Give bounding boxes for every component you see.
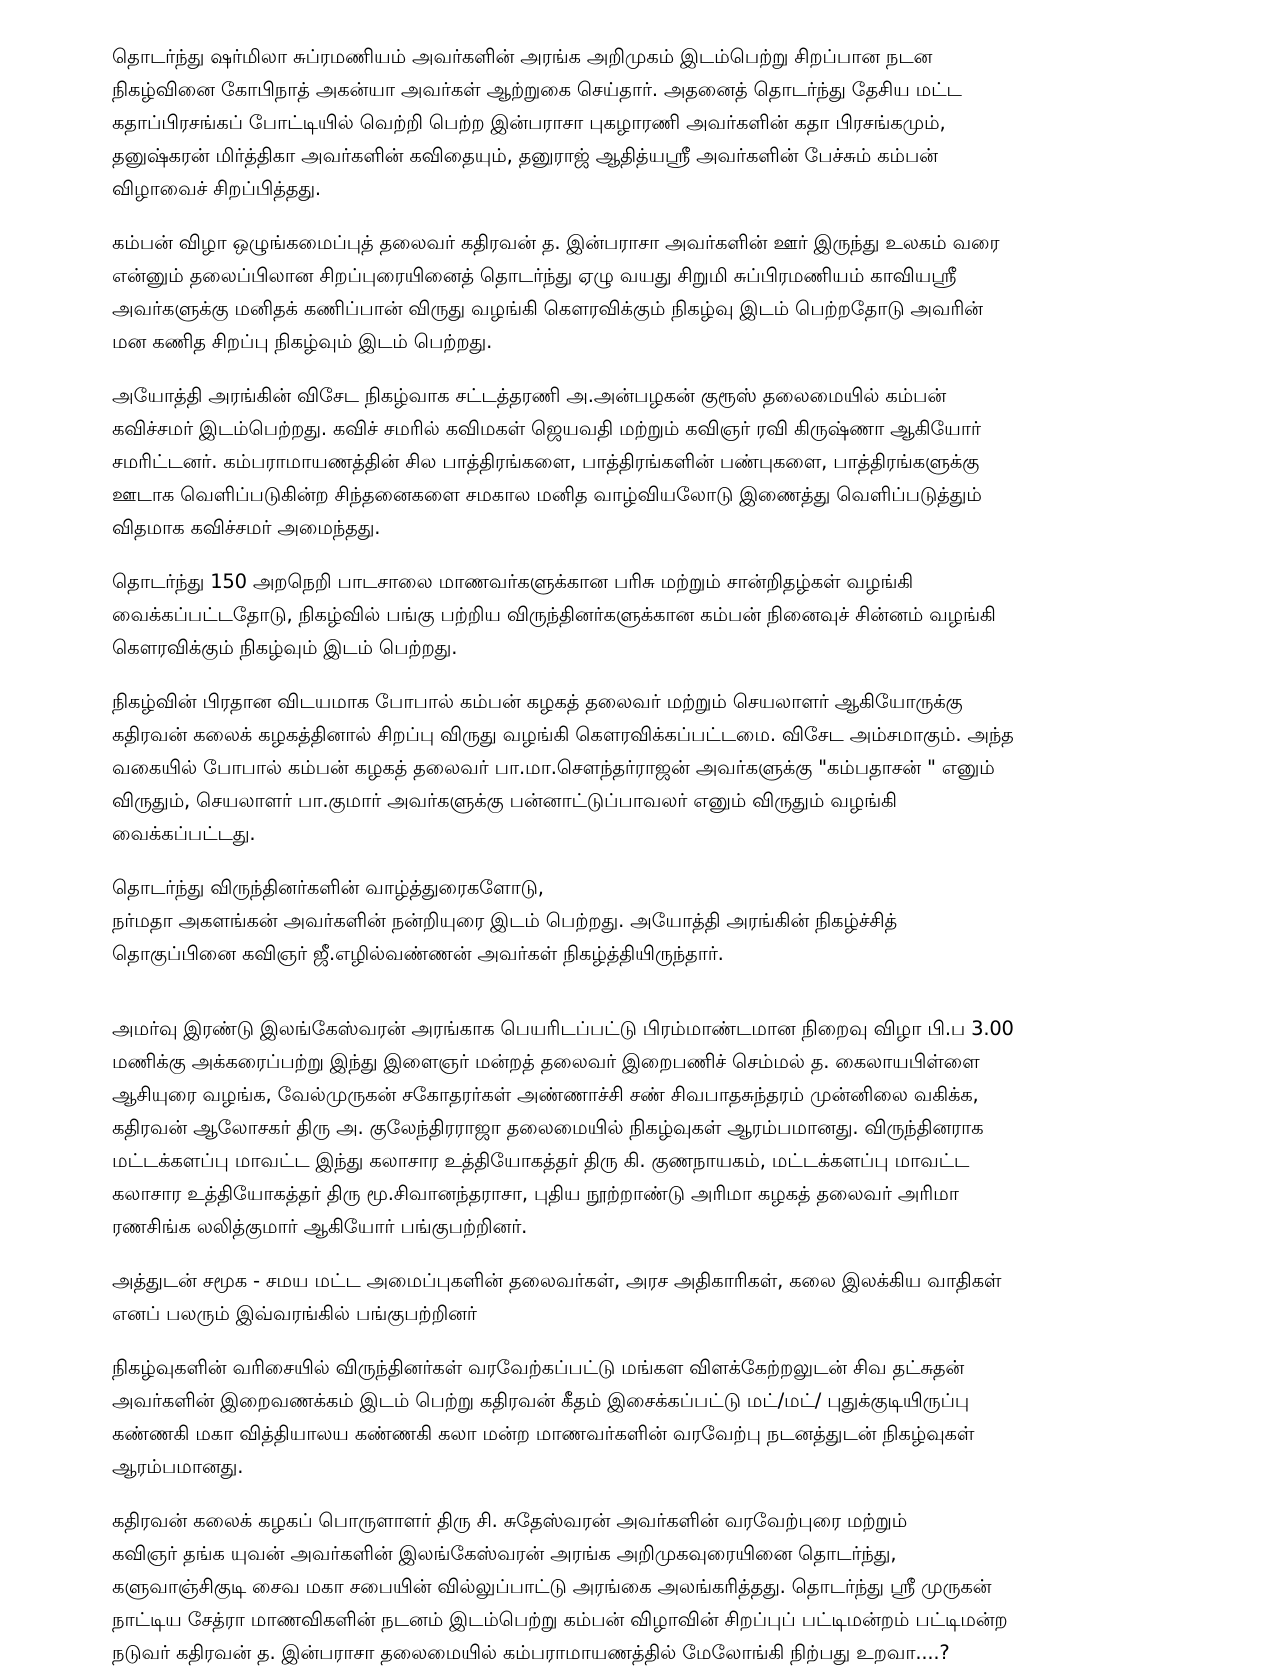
text-line: விருதும், செயலாளர் பா.குமார் அவர்களுக்கு பன்னாட்டுப்பாவலர் எனும் விருதும் வழங்கி [112,789,897,812]
paragraph [112,1012,1165,1243]
text-line: விதமாக கவிச்சமர் அமைந்தது. [112,516,381,539]
text-line: கம்பன் விழா ஒழுங்கமைப்புத் தலைவர் கதிரவன் த. இன்பராசா அவர்களின் ஊர் இருந்து உலகம் வரை [112,231,1000,254]
paragraph [112,379,1165,544]
text-line: அயோத்தி அரங்கின் விசேட நிகழ்வாக சட்டத்தரணி அ.அன்பழகன் குரூஸ் தலைமையில் கம்பன் [112,384,947,407]
text-line: நடுவர் கதிரவன் த. இன்பராசா தலைமையில் கம்பராமாயணத்தில் மேலோங்கி நிற்பது உறவா....? [112,1641,950,1664]
text-line: அத்துடன் சமூக - சமய மட்ட அமைப்புகளின் தலைவர்கள், அரச அதிகாரிகள், கலை இலக்கிய வாதிகள் [112,1269,1002,1292]
text-line: கவிச்சமர் இடம்பெற்றது. கவிச் சமரில் கவிமகள் ஜெயவதி மற்றும் கவிஞர் ரவி கிருஷ்ணா ஆகியோர் [112,417,981,440]
paragraph [112,871,1165,970]
text-line: கௌரவிக்கும் நிகழ்வும் இடம் பெற்றது. [112,636,458,659]
text-line: நிகழ்வினை கோபிநாத் அகன்யா அவர்கள் ஆற்றுகை செய்தார். அதனைத் தொடர்ந்து தேசிய மட்ட [112,78,962,101]
paragraph [112,1504,1165,1669]
text-line: கண்ணகி மகா வித்தியாலய கண்ணகி கலா மன்ற மாணவர்களின் வரவேற்பு நடனத்துடன் நிகழ்வுகள் [112,1422,975,1445]
text-line: கதிரவன் ஆலோசகர் திரு அ. குலேந்திரராஜா தலைமையில் நிகழ்வுகள் ஆரம்பமானது. விருந்தினராக [112,1116,984,1139]
text-line: மட்டக்களப்பு மாவட்ட இந்து கலாசார உத்தியோகத்தர் திரு கி. குணநாயகம், மட்டக்களப்பு மாவட்ட [112,1149,970,1172]
text-line: எனப் பலரும் இவ்வரங்கில் பங்குபற்றினர் [112,1302,477,1325]
text-line: மணிக்கு அக்கரைப்பற்று இந்து இளைஞர் மன்றத் தலைவர் இறைபணிச் செம்மல் த. கைலாயபிள்ளை [112,1050,980,1073]
text-line: கதாப்பிரசங்கப் போட்டியில் வெற்றி பெற்ற இன்பராசா புகழாரணி அவர்களின் கதா பிரசங்கமும், [112,111,946,134]
text-line: ரணசிங்க லலித்குமார் ஆகியோர் பங்குபற்றினர். [112,1215,528,1238]
text-line: தனுஷ்கரன் மிர்த்திகா அவர்களின் கவிதையும், தனுராஜ் ஆதித்யஸ்ரீ அவர்களின் பேச்சும் கம்பன் [112,144,938,167]
text-line: தொடர்ந்து விருந்தினர்களின் வாழ்த்துரைகளோடு, [112,876,544,899]
text-line: கலாசார உத்தியோகத்தர் திரு மூ.சிவானந்தராசா, புதிய நூற்றாண்டு அரிமா கழகத் தலைவர் அரிமா [112,1182,959,1205]
text-line: கதிரவன் கலைக் கழகத்தினால் சிறப்பு விருது வழங்கி கௌரவிக்கப்பட்டமை. விசேட அம்சமாகும். அந்த [112,723,1014,746]
text-line: களுவாஞ்சிகுடி சைவ மகா சபையின் வில்லுப்பாட்டு அரங்கை அலங்கரித்தது. தொடர்ந்து ஸ்ரீ முருகன் [112,1575,992,1598]
paragraph [112,226,1165,358]
text-line: வகையில் போபால் கம்பன் கழகத் தலைவர் பா.மா.சௌந்தர்ராஜன் அவர்களுக்கு "கம்பதாசன் " எனும் [112,756,995,779]
text-line: மன கணித சிறப்பு நிகழ்வும் இடம் பெற்றது. [112,330,493,353]
text-line: அவர்களுக்கு மனிதக் கணிப்பான் விருது வழங்கி கௌரவிக்கும் நிகழ்வு இடம் பெற்றதோடு அவரின் [112,297,983,320]
text-line: வைக்கப்பட்டதோடு, நிகழ்வில் பங்கு பற்றிய விருந்தினர்களுக்கான கம்பன் நினைவுச் சின்னம் வழங்கி [112,603,996,626]
text-line: ஆசியுரை வழங்க, வேல்முருகன் சகோதரர்கள் அண்ணாச்சி சண் சிவபாதசுந்தரம் முன்னிலை வகிக்க, [112,1083,979,1106]
text-line: நிகழ்வின் பிரதான விடயமாக போபால் கம்பன் கழகத் தலைவர் மற்றும் செயலாளர் ஆகியோருக்கு [112,690,963,713]
text-line: தொடர்ந்து ஷர்மிலா சுப்ரமணியம் அவர்களின் அரங்க அறிமுகம் இடம்பெற்று சிறப்பான நடன [112,45,933,68]
text-line: நாட்டிய சேத்ரா மாணவிகளின் நடனம் இடம்பெற்று கம்பன் விழாவின் சிறப்புப் பட்டிமன்றம் பட்டிமன்ற [112,1608,1008,1631]
text-line: நிகழ்வுகளின் வரிசையில் விருந்தினர்கள் வரவேற்கப்பட்டு மங்கள விளக்கேற்றலுடன் சிவ தட்சுதன் [112,1356,965,1379]
text-line: நர்மதா அகளங்கன் அவர்களின் நன்றியுரை இடம் பெற்றது. அயோத்தி அரங்கின் நிகழ்ச்சித் [112,909,897,932]
paragraph [112,40,1165,205]
text-line: அமர்வு இரண்டு இலங்கேஸ்வரன் அரங்காக பெயரிடப்பட்டு பிரம்மாண்டமான நிறைவு விழா பி.ப 3.00 [112,1017,1014,1040]
text-line: அவர்களின் இறைவணக்கம் இடம் பெற்று கதிரவன் கீதம் இசைக்கப்பட்டு மட்/மட்/ புதுக்குடியிருப்பு [112,1389,970,1412]
text-line: தொகுப்பினை கவிஞர் ஜீ.எழில்வண்ணன் அவர்கள் நிகழ்த்தியிருந்தார். [112,942,724,965]
text-line: ஊடாக வெளிப்படுகின்ற சிந்தனைகளை சமகால மனித வாழ்வியலோடு இணைத்து வெளிப்படுத்தும் [112,483,982,506]
paragraph [112,1351,1165,1483]
text-line: சமரிட்டனர். கம்பராமாயணத்தின் சில பாத்திரங்களை, பாத்திரங்களின் பண்புகளை, பாத்திரங்களுக்கு [112,450,980,473]
paragraph [112,1264,1165,1330]
paragraph [112,685,1165,850]
text-line: விழாவைச் சிறப்பித்தது. [112,177,321,200]
text-line: கதிரவன் கலைக் கழகப் பொருளாளர் திரு சி. சுதேஸ்வரன் அவர்களின் வரவேற்புரை மற்றும் [112,1509,908,1532]
text-line: தொடர்ந்து 150 அறநெறி பாடசாலை மாணவர்களுக்கான பரிசு மற்றும் சான்றிதழ்கள் வழங்கி [112,570,914,593]
text-line: ஆரம்பமானது. [112,1455,244,1478]
text-line: கவிஞர் தங்க யுவன் அவர்களின் இலங்கேஸ்வரன் அரங்க அறிமுகவுரையினை தொடர்ந்து, [112,1542,897,1565]
text-line: வைக்கப்பட்டது. [112,822,256,845]
paragraph [112,565,1165,664]
text-line: என்னும் தலைப்பிலான சிறப்புரையினைத் தொடர்ந்து ஏழு வயது சிறுமி சுப்பிரமணியம் காவியஸ்ரீ [112,264,957,287]
